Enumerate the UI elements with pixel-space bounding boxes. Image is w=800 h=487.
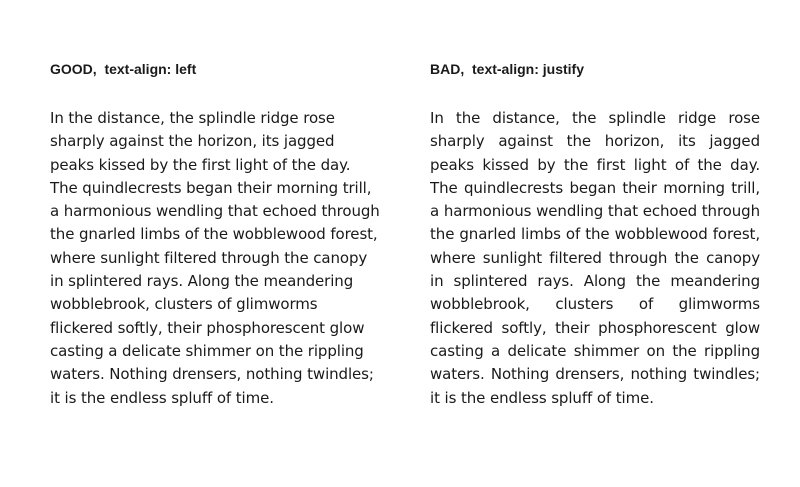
good-example-column [50,60,380,410]
bad-example-column [430,60,760,410]
left-aligned-paragraph: In the distance, the splindle ridge rose sharply against the horizon, its jagged peaks kissed by the first light of the day. The quindlecrests began their morning trill, a harmonious wendling that echoed through the gnarled limbs of the wobblewood forest, where sunlight filtered through the canopy in splintered rays. Along the meandering wobblebrook, clusters of glimworms flickered softly, their phosphorescent glow casting a delicate shimmer on the rippling waters. Nothing drensers, nothing twindles; it is the endless spluff of time. [50,109,380,407]
justified-paragraph: In the distance, the splindle ridge rose sharply against the horizon, its jagged peaks kissed by the first light of the day. The quindlecrests began their morning trill, a harmonious wendling that echoed through the gnarled limbs of the wobblewood forest, where sunlight filtered through the canopy in splintered rays. Along the meandering wobblebrook, clusters of glimworms flickered softly, their phosphorescent glow casting a delicate shimmer on the rippling waters. Nothing drensers, nothing twindles; it is the endless spluff of time. [430,109,760,407]
bad-example-heading: BAD, text-align: justify [430,61,585,77]
good-example-heading: GOOD, text-align: left [50,61,197,77]
